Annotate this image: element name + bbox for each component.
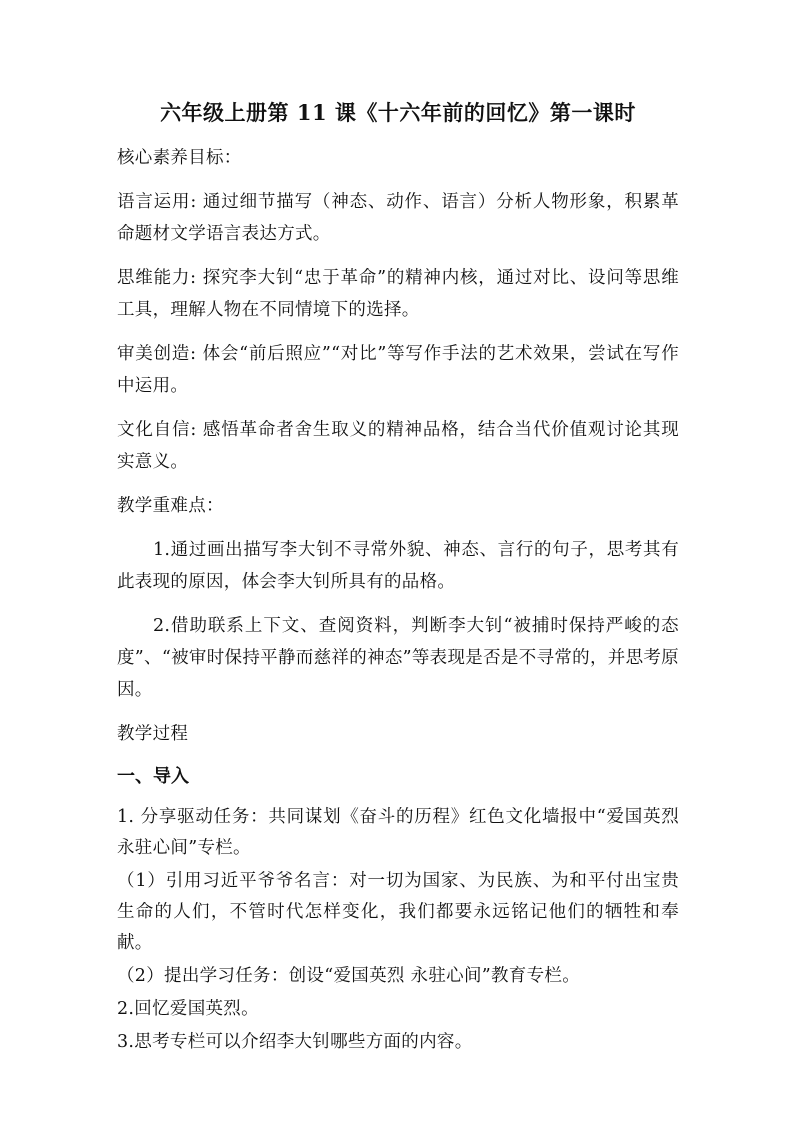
process-heading: 教学过程 bbox=[117, 724, 189, 744]
process-item-1-1: （1）引用习近平爷爷名言：对一切为国家、为民族、为和平付出宝贵生命的人们，不管时代怎样变化，我们都要永远铭记他们的牺牲和奉献。 bbox=[117, 871, 679, 953]
document-content bbox=[117, 98, 679, 1060]
key-points-heading: 教学重难点： bbox=[117, 496, 224, 516]
core-goal-language: 语言运用: 通过细节描写（神态、动作、语言）分析人物形象，积累革命题材文学语言表达方式。 bbox=[117, 192, 679, 244]
core-goal-culture: 文化自信: 感悟革命者舍生取义的精神品格，结合当代价值观讨论其现实意义。 bbox=[117, 420, 679, 472]
process-item-2: 2.回忆爱国英烈。 bbox=[117, 999, 259, 1019]
process-item-1-2: （2）提出学习任务：创设“爱国英烈 永驻心间”教育专栏。 bbox=[117, 966, 580, 986]
core-goals-heading: 核心素养目标： bbox=[117, 148, 242, 168]
section-title-intro: 一、导入 bbox=[117, 766, 189, 787]
key-point-2: 2.借助联系上下文、查阅资料，判断李大钊“被捕时保持严峻的态度”、“被审时保持平静而慈祥的神态”等表现是否是不寻常的，并思考原因。 bbox=[117, 616, 679, 700]
process-item-1: 1. 分享驱动任务：共同谋划《奋斗的历程》红色文化墙报中“爱国英烈 永驻心间”专栏。 bbox=[117, 807, 679, 858]
core-goal-thinking: 思维能力: 探究李大钊“忠于革命”的精神内核，通过对比、设问等思维工具，理解人物在不同情境下的选择。 bbox=[117, 268, 679, 320]
core-goal-aesthetic: 审美创造: 体会“前后照应”“对比”等写作手法的艺术效果，尝试在写作中运用。 bbox=[117, 344, 679, 396]
document-title: 六年级上册第 11 课《十六年前的回忆》第一课时 bbox=[160, 100, 636, 125]
key-point-1: 1.通过画出描写李大钊不寻常外貌、神态、言行的句子，思考其有此表现的原因，体会李大钊所具有的品格。 bbox=[117, 540, 679, 592]
process-item-3: 3.思考专栏可以介绍李大钊哪些方面的内容。 bbox=[117, 1032, 473, 1052]
